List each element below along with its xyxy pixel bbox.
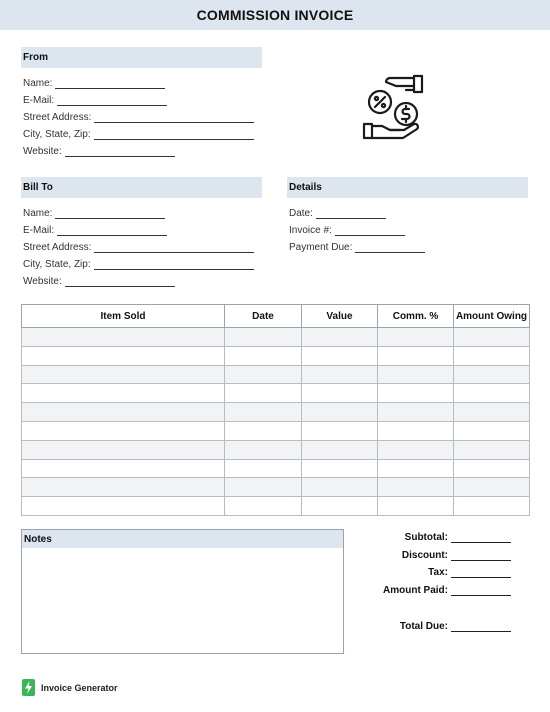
table-cell[interactable] xyxy=(225,421,302,440)
table-cell[interactable] xyxy=(378,440,454,459)
bill-to-heading: Bill To xyxy=(21,177,262,198)
table-cell[interactable] xyxy=(22,328,225,347)
table-cell[interactable] xyxy=(225,346,302,365)
table-cell[interactable] xyxy=(225,328,302,347)
bill-city-field[interactable]: City, State, Zip: xyxy=(23,259,254,270)
table-cell[interactable] xyxy=(302,346,378,365)
table-cell[interactable] xyxy=(22,384,225,403)
table-cell[interactable] xyxy=(454,440,530,459)
total-due-line[interactable] xyxy=(451,622,511,632)
table-row xyxy=(22,459,530,478)
table-row xyxy=(22,365,530,384)
bill-city-line[interactable] xyxy=(94,260,254,270)
amount-paid-line[interactable] xyxy=(451,586,511,596)
table-cell[interactable] xyxy=(22,365,225,384)
table-cell[interactable] xyxy=(378,421,454,440)
from-city-field[interactable]: City, State, Zip: xyxy=(23,129,254,140)
table-cell[interactable] xyxy=(378,459,454,478)
table-cell[interactable] xyxy=(22,440,225,459)
table-cell[interactable] xyxy=(378,365,454,384)
table-cell[interactable] xyxy=(225,440,302,459)
table-row xyxy=(22,403,530,422)
table-cell[interactable] xyxy=(302,403,378,422)
table-row xyxy=(22,328,530,347)
table-cell[interactable] xyxy=(302,365,378,384)
table-cell[interactable] xyxy=(302,328,378,347)
bill-street-field[interactable]: Street Address: xyxy=(23,242,254,253)
tax-row[interactable]: Tax: xyxy=(360,567,512,578)
table-cell[interactable] xyxy=(454,459,530,478)
from-website-field[interactable]: Website: xyxy=(23,146,175,157)
table-cell[interactable] xyxy=(22,346,225,365)
commission-hand-coins-icon xyxy=(360,72,426,142)
table-cell[interactable] xyxy=(454,478,530,497)
bill-website-line[interactable] xyxy=(65,277,175,287)
table-cell[interactable] xyxy=(225,365,302,384)
table-cell[interactable] xyxy=(22,478,225,497)
details-date-line[interactable] xyxy=(316,209,386,219)
details-date-field[interactable]: Date: xyxy=(289,208,386,219)
table-cell[interactable] xyxy=(378,328,454,347)
table-cell[interactable] xyxy=(22,497,225,516)
bill-street-line[interactable] xyxy=(94,243,254,253)
discount-line[interactable] xyxy=(451,551,511,561)
details-payment-due-field[interactable]: Payment Due: xyxy=(289,242,425,253)
from-name-line[interactable] xyxy=(55,79,165,89)
table-cell[interactable] xyxy=(225,459,302,478)
invoice-generator-logo-icon xyxy=(22,679,35,696)
table-row xyxy=(22,478,530,497)
table-row xyxy=(22,346,530,365)
total-due-row[interactable]: Total Due: xyxy=(360,621,512,632)
page-title: COMMISSION INVOICE xyxy=(196,7,354,23)
table-cell[interactable] xyxy=(302,497,378,516)
table-cell[interactable] xyxy=(454,421,530,440)
table-cell[interactable] xyxy=(302,421,378,440)
from-email-line[interactable] xyxy=(57,96,167,106)
table-cell[interactable] xyxy=(454,365,530,384)
table-cell[interactable] xyxy=(22,421,225,440)
from-street-line[interactable] xyxy=(94,113,254,123)
details-payment-due-line[interactable] xyxy=(355,243,425,253)
table-cell[interactable] xyxy=(378,384,454,403)
subtotal-line[interactable] xyxy=(451,533,511,543)
notes-box[interactable] xyxy=(21,529,344,654)
title-bar xyxy=(0,0,550,30)
bill-name-field[interactable]: Name: xyxy=(23,208,165,219)
table-row xyxy=(22,384,530,403)
subtotal-row[interactable]: Subtotal: xyxy=(360,532,512,543)
bill-email-line[interactable] xyxy=(57,226,167,236)
footer-brand: Invoice Generator xyxy=(41,682,118,693)
col-header-amount-owing: Amount Owing xyxy=(454,305,530,328)
table-row xyxy=(22,497,530,516)
table-cell[interactable] xyxy=(22,403,225,422)
table-cell[interactable] xyxy=(22,459,225,478)
table-cell[interactable] xyxy=(225,497,302,516)
discount-row[interactable]: Discount: xyxy=(360,550,512,561)
table-header-row xyxy=(22,305,530,328)
col-header-item-sold: Item Sold xyxy=(22,305,225,328)
details-invoice-line[interactable] xyxy=(335,226,405,236)
col-header-comm-pct: Comm. % xyxy=(378,305,454,328)
from-website-line[interactable] xyxy=(65,147,175,157)
col-header-date: Date xyxy=(225,305,302,328)
bill-name-line[interactable] xyxy=(55,209,165,219)
bill-email-field[interactable]: E-Mail: xyxy=(23,225,167,236)
from-name-field[interactable]: Name: xyxy=(23,78,165,89)
bill-website-field[interactable]: Website: xyxy=(23,276,175,287)
table-cell[interactable] xyxy=(225,478,302,497)
table-cell[interactable] xyxy=(378,346,454,365)
table-cell[interactable] xyxy=(378,497,454,516)
table-cell[interactable] xyxy=(225,403,302,422)
table-cell[interactable] xyxy=(454,328,530,347)
footer xyxy=(22,679,118,696)
table-cell[interactable] xyxy=(302,478,378,497)
details-invoice-field[interactable]: Invoice #: xyxy=(289,225,405,236)
table-row xyxy=(22,440,530,459)
col-header-value: Value xyxy=(302,305,378,328)
amount-paid-row[interactable]: Amount Paid: xyxy=(360,585,512,596)
from-email-field[interactable]: E-Mail: xyxy=(23,95,167,106)
table-cell[interactable] xyxy=(454,497,530,516)
table-cell[interactable] xyxy=(454,346,530,365)
tax-line[interactable] xyxy=(451,568,511,578)
table-cell[interactable] xyxy=(454,403,530,422)
table-cell[interactable] xyxy=(454,384,530,403)
table-cell[interactable] xyxy=(302,440,378,459)
details-heading: Details xyxy=(287,177,528,198)
table-cell[interactable] xyxy=(378,403,454,422)
from-city-line[interactable] xyxy=(94,130,254,140)
from-street-field[interactable]: Street Address: xyxy=(23,112,254,123)
table-cell[interactable] xyxy=(302,459,378,478)
table-cell[interactable] xyxy=(302,384,378,403)
from-heading: From xyxy=(21,47,262,68)
table-row xyxy=(22,421,530,440)
items-table xyxy=(21,304,530,516)
table-cell[interactable] xyxy=(378,478,454,497)
table-cell[interactable] xyxy=(225,384,302,403)
notes-heading: Notes xyxy=(22,530,343,548)
